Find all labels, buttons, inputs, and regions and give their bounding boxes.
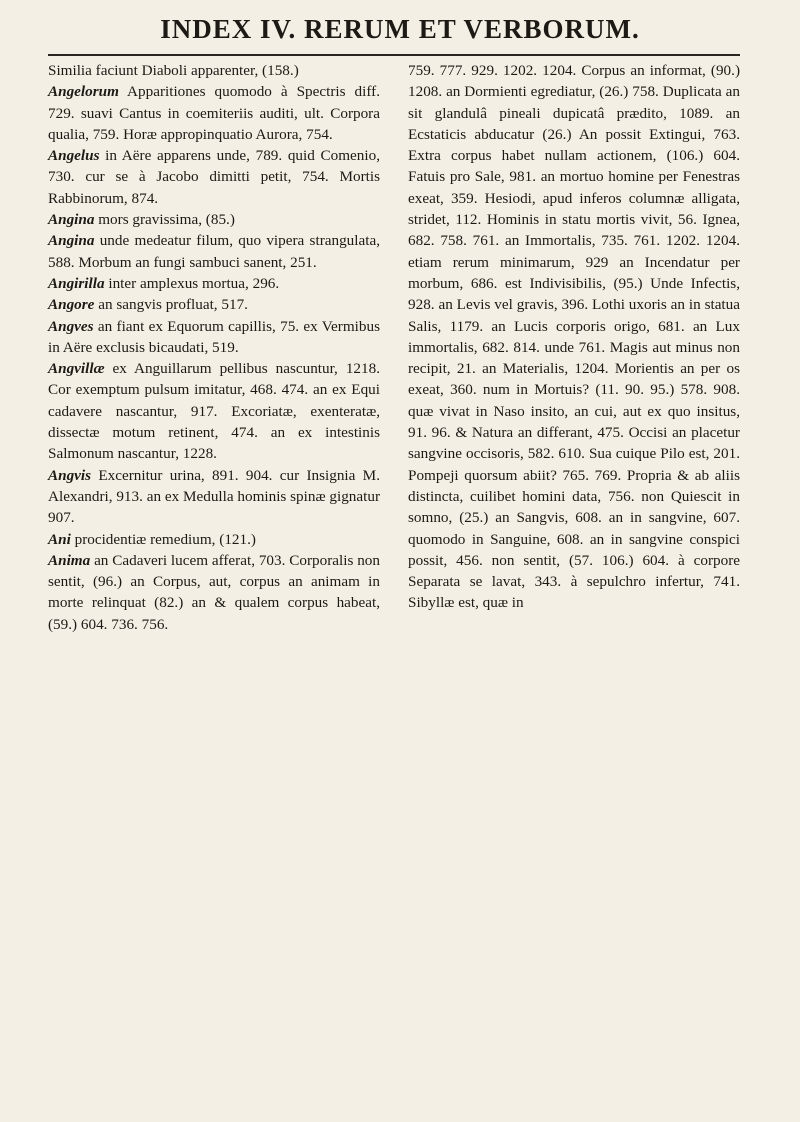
right-column [408,60,740,614]
entry-text: an sangvis profluat, 517. [94,296,248,314]
index-entry [48,294,380,315]
index-entry [48,465,380,529]
index-entry [48,358,380,464]
entry-headword: Angina [48,211,95,229]
running-head: INDEX IV. RERUM ET VERBORUM. [160,14,640,44]
entry-headword: Angelorum [48,83,119,101]
entry-text: ex Anguillarum pellibus nascuntur, 1218. Cor exemptum pulsum imitatur, 468. 474. an ex Equi cadavere nascantur, 917. Excoriatæ, exenteratæ, dissectæ motum retinent, 474. an ex intestinis Salmonum nascantur, 1228. [48,360,380,463]
entry-text: unde medeatur filum, quo vipera strangulata, 588. Morbum an fungi sambuci sanent, 251. [48,232,380,271]
index-entry [48,81,380,145]
index-entry [408,60,740,614]
index-entry [48,145,380,209]
header-rule [48,54,740,56]
index-entry [48,529,380,550]
entry-text: procidentiæ remedium, (121.) [70,530,256,548]
index-entry [48,316,380,359]
entry-text: 759. 777. 929. 1202. 1204. Corpus an informat, (90.) 1208. an Dormienti egrediatur, (26.) 758. Duplicata an sit glandulâ pineali dupicatâ prædito, 1089. an Ecstaticis abducatur (26.) An possit Extingui, 763. Extra corpus habet nullam actionem, (106.) 604. Fatuis pro Sale, 981. an mortuo homine per Fenestras exeat, 359. Hesiodi, apud inferos columnæ alligata, stridet, 112. Hominis in statu mortis vivit, 56. Ignea, 682. 758. 761. an Immortalis, 735. 761. 1202. 1204. etiam rerum minimarum, 929 an Incendatur per morbum, 686. est Indivisibilis, (95.) Unde Infectis, 928. an Levis vel gravis, 396. Lothi uxoris an in statua Salis, 1179. an Lucis corporis origo, 681. an Lux immortalis, 682. 814. unde 761. Magis aut minus non recipit, 21. an Materialis, 1204. Morientis an per os exeat, 360. num in Mortuis? (11. 90. 95.) 578. 908. quæ vivat in Naso insito, an cui, aut ex quo insitus, 91. 96. & Natura an differant, 475. Occisi an placetur sangvine occisoris, 582. 610. Sua cuique Pilo est, 201. Pompeji quorsum abiit? 765. 769. Propria & ab aliis distincta, cuilibet homini data, 756. non Quiescit in somno, (25.) an Sangvis, 608. an in sangvine, 607. quomodo in Sanguine, 608. an in sangvine conspici possit, 456. non sentit, (57. 106.) 604. à corpore Separata se lavat, 343. à sepulchro infertur, 741. Sibyllæ est, quæ in [408,62,740,612]
entry-text: an fiant ex Equorum capillis, 75. ex Vermibus in Aëre exclusis bicaudati, 519. [48,317,380,356]
entry-headword: Angves [48,317,94,335]
entry-headword: Angelus [48,147,100,165]
index-entry [48,230,380,273]
entry-text: mors gravissima, (85.) [94,211,235,229]
entry-headword: Angirilla [48,274,105,292]
entry-text: Similia faciunt Diaboli apparenter, (158.) [48,62,299,79]
index-entry [48,60,380,81]
entry-text: in Aëre apparens unde, 789. quid Comenio, 730. cur se à Jacobo dimitti petit, 754. Mortis Rabbinorum, 874. [48,147,380,207]
left-column [48,60,380,635]
entry-headword: Angore [48,296,95,314]
entry-headword: Angina [48,232,95,250]
index-entry [48,209,380,230]
entry-text: Excernitur urina, 891. 904. cur Insignia M. Alexandri, 913. an ex Medulla hominis spinæ gignatur 907. [48,466,380,527]
entry-text: inter amplexus mortua, 296. [104,274,280,292]
entry-headword: Angvillæ [48,360,105,378]
entry-headword: Ani [48,530,71,548]
entry-headword: Anima [48,551,91,569]
entry-text: an Cadaveri lucem afferat, 703. Corporalis non sentit, (96.) an Corpus, aut, corpus an animam in morte relinquat (82.) an & qualem corpus habeat, (59.) 604. 736. 756. [48,551,380,633]
entry-text: Apparitiones quomodo à Spectris diff. 729. suavi Cantus in coemiteriis auditi, ult. Corpora qualia, 759. Horæ appropinquatio Aurora, 754. [48,83,380,143]
index-entry [48,273,380,294]
entry-headword: Angvis [48,466,92,484]
index-entry [48,550,380,635]
